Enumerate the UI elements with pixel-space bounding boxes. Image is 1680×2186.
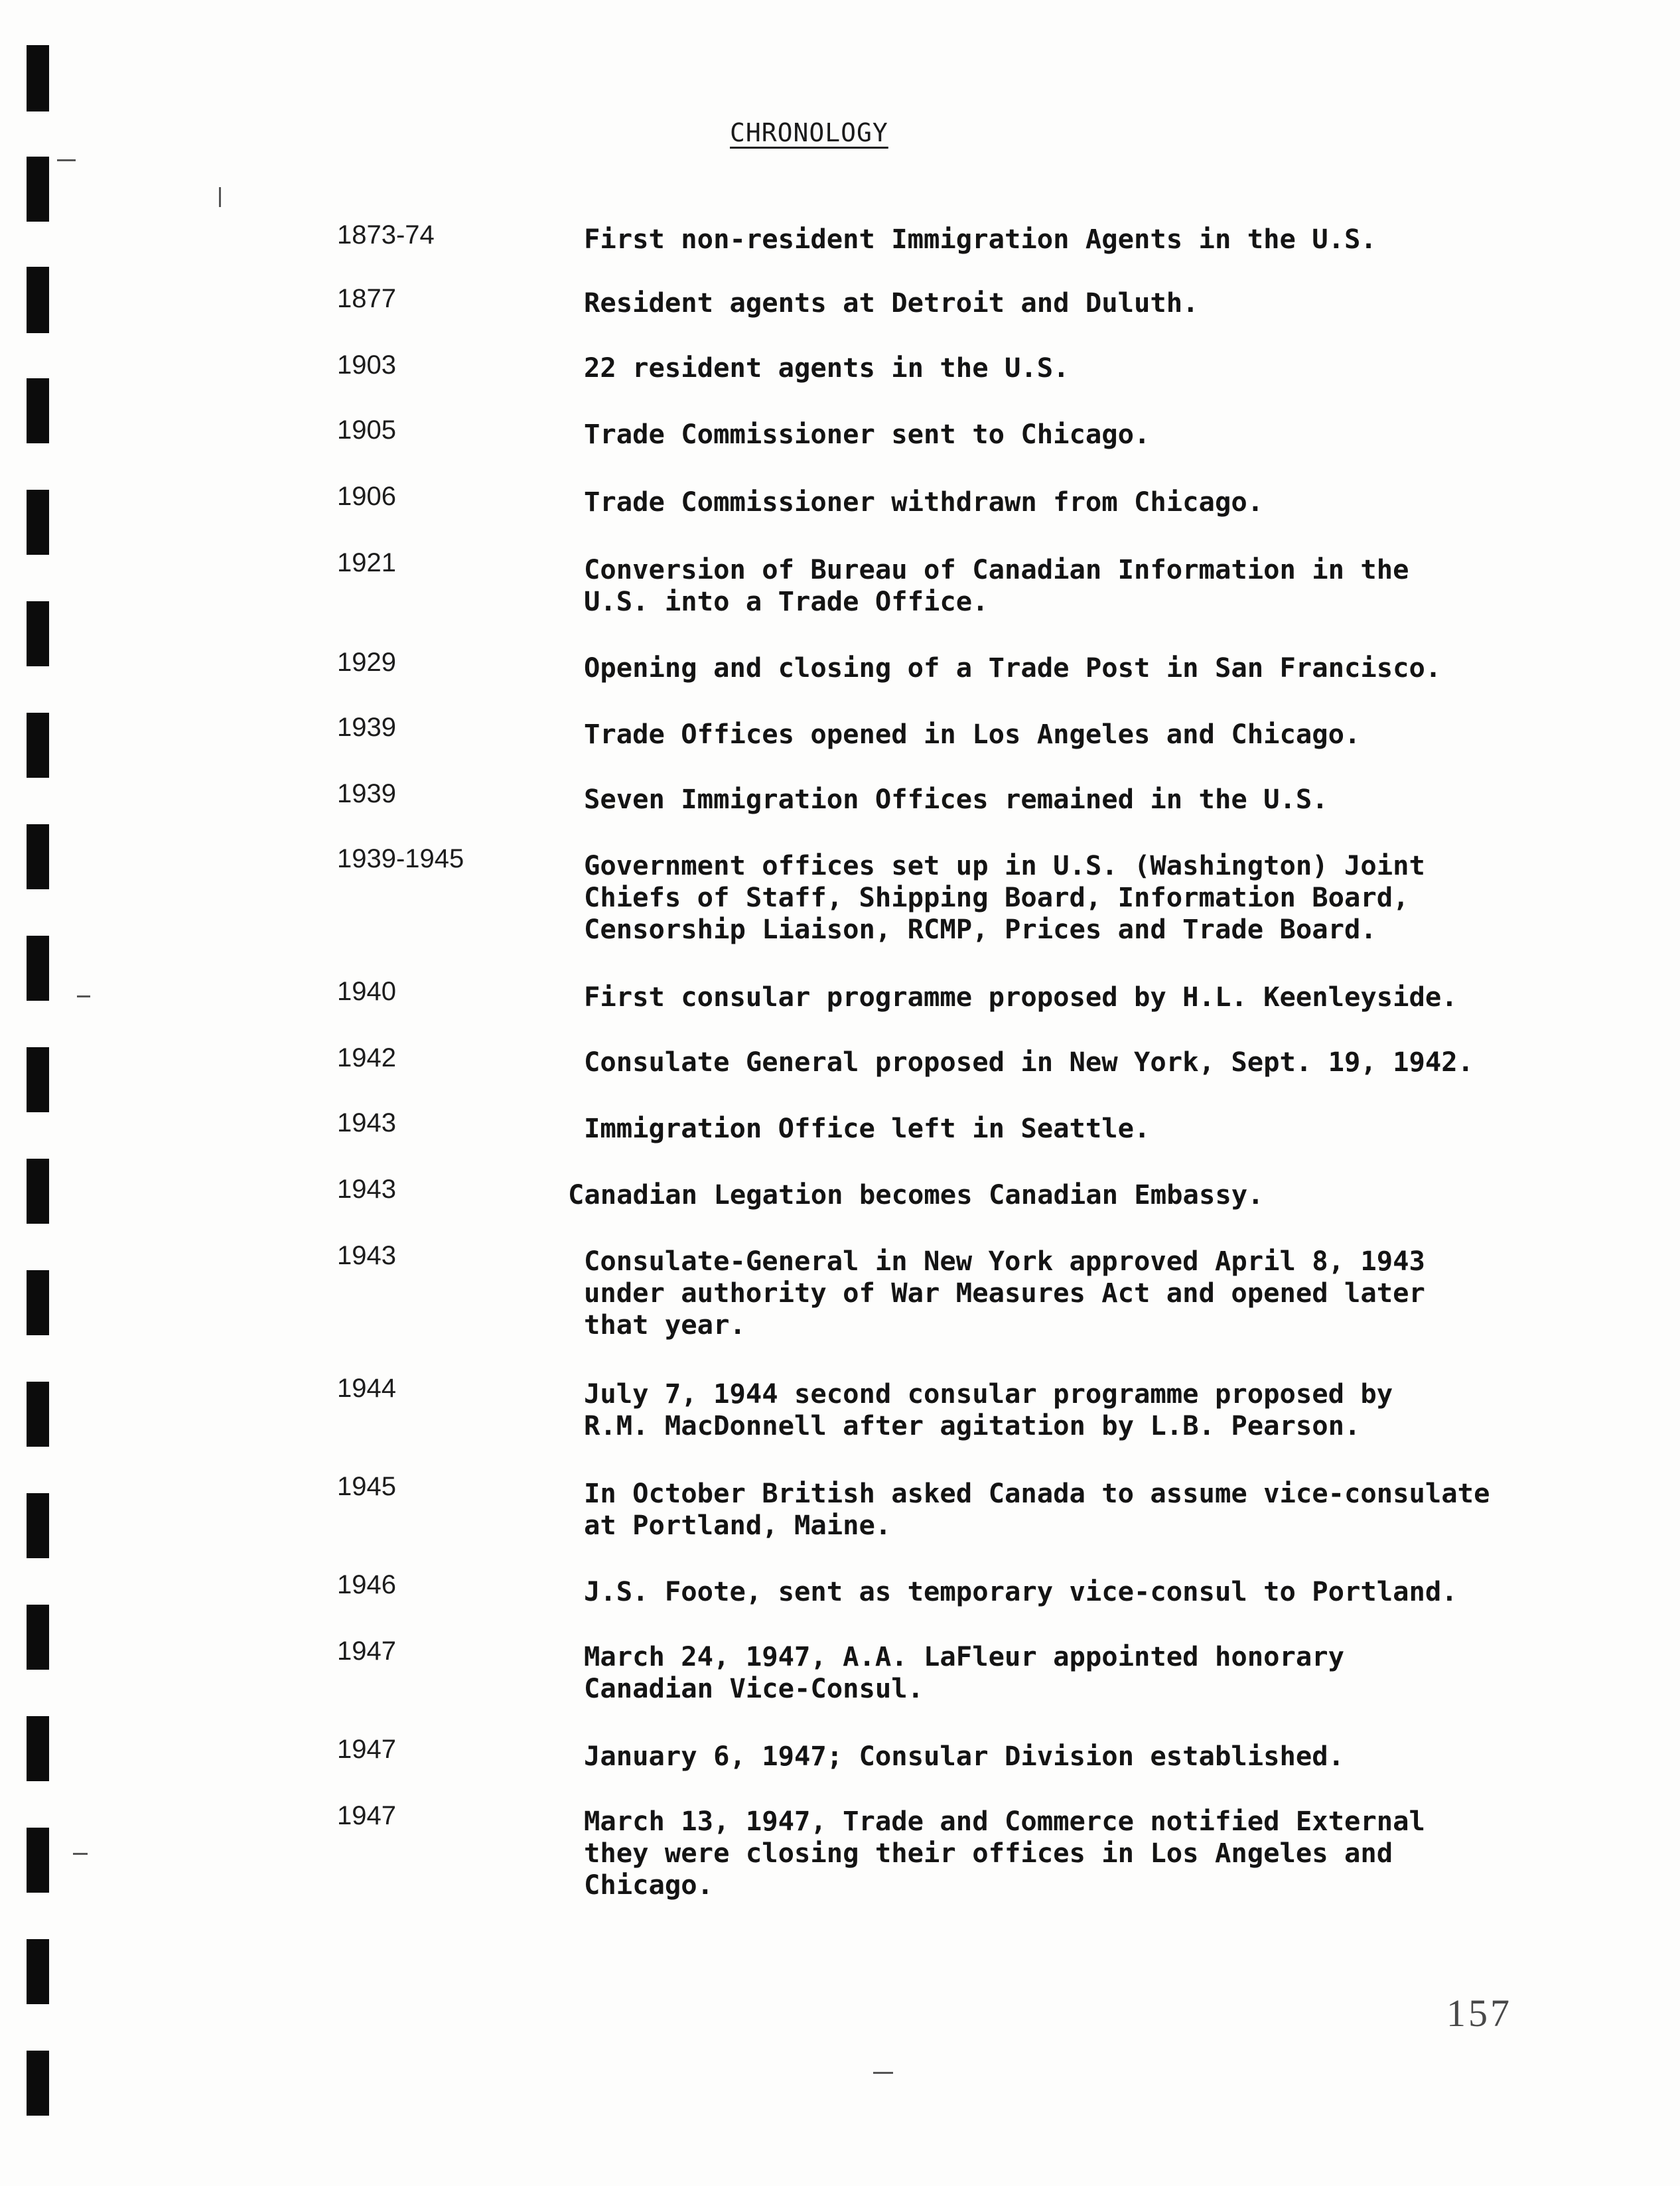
binding-mark <box>27 378 49 443</box>
entry-year: 1873-74 <box>337 220 435 250</box>
entry-text: Canadian Legation becomes Canadian Embassy. <box>568 1179 1264 1210</box>
entry-year: 1940 <box>337 977 396 1006</box>
binding-mark <box>27 1382 49 1447</box>
entry-text: Trade Offices opened in Los Angeles and Chicago. <box>584 718 1361 750</box>
entry-text: Opening and closing of a Trade Post in San Francisco. <box>584 652 1442 684</box>
binding-mark <box>27 936 49 1001</box>
binding-mark <box>27 713 49 778</box>
entry-year: 1921 <box>337 548 396 577</box>
entry-text: Government offices set up in U.S. (Washington) Joint Chiefs of Staff, Shipping Board, Information Board, Censorship Liaison, RCMP, Prices and Trade Board. <box>584 849 1425 945</box>
entry-year: 1939-1945 <box>337 844 464 873</box>
scan-speck <box>73 1853 88 1855</box>
binding-mark <box>27 824 49 889</box>
entry-year: 1943 <box>337 1108 396 1137</box>
entry-year: 1939 <box>337 779 396 808</box>
entry-text: Trade Commissioner sent to Chicago. <box>584 418 1151 450</box>
binding-mark <box>27 45 49 111</box>
entry-year: 1945 <box>337 1472 396 1501</box>
binding-mark <box>27 601 49 666</box>
entry-text: March 24, 1947, A.A. LaFleur appointed honorary Canadian Vice-Consul. <box>584 1640 1345 1704</box>
entry-text: January 6, 1947; Consular Division established. <box>584 1740 1345 1772</box>
binding-mark <box>27 2051 49 2116</box>
entry-text: 22 resident agents in the U.S. <box>584 352 1070 384</box>
entry-text: Seven Immigration Offices remained in the U.S. <box>584 783 1328 815</box>
entry-text: Conversion of Bureau of Canadian Information in the U.S. into a Trade Office. <box>584 553 1409 617</box>
entry-year: 1877 <box>337 284 396 313</box>
binding-mark <box>27 1047 49 1112</box>
entry-year: 1947 <box>337 1735 396 1764</box>
page-number: 157 <box>1446 1992 1512 2035</box>
page-title: CHRONOLOGY <box>730 118 888 147</box>
binding-mark <box>27 490 49 555</box>
entry-text: In October British asked Canada to assume vice-consulate at Portland, Maine. <box>584 1477 1490 1541</box>
binding-mark <box>27 1939 49 2004</box>
scan-speck <box>219 187 221 207</box>
entry-text: Immigration Office left in Seattle. <box>584 1112 1151 1144</box>
entry-year: 1947 <box>337 1637 396 1666</box>
binding-mark <box>27 1716 49 1781</box>
entry-year: 1903 <box>337 350 396 380</box>
binding-mark <box>27 267 49 333</box>
entry-text: Resident agents at Detroit and Duluth. <box>584 287 1199 319</box>
binding-mark <box>27 157 49 222</box>
entry-text: March 13, 1947, Trade and Commerce notified External they were closing their offices in Los Angeles and Chicago. <box>584 1805 1425 1901</box>
binding-mark <box>27 1605 49 1670</box>
entry-text: July 7, 1944 second consular programme proposed by R.M. MacDonnell after agitation by L.B. Pearson. <box>584 1378 1393 1441</box>
entry-year: 1943 <box>337 1241 396 1270</box>
binding-mark <box>27 1159 49 1224</box>
entry-text: J.S. Foote, sent as temporary vice-consul to Portland. <box>584 1575 1458 1607</box>
entry-text: First consular programme proposed by H.L. Keenleyside. <box>584 981 1458 1013</box>
entry-year: 1944 <box>337 1374 396 1403</box>
entry-year: 1906 <box>337 482 396 511</box>
entry-text: First non-resident Immigration Agents in the U.S. <box>584 223 1377 255</box>
entry-year: 1939 <box>337 713 396 742</box>
scan-speck <box>57 159 76 161</box>
entry-text: Consulate-General in New York approved April 8, 1943 under authority of War Measures Act and opened later that year. <box>584 1245 1425 1341</box>
binding-mark <box>27 1493 49 1558</box>
entry-year: 1946 <box>337 1570 396 1599</box>
entry-year: 1947 <box>337 1801 396 1830</box>
entry-text: Trade Commissioner withdrawn from Chicago. <box>584 486 1264 518</box>
entry-year: 1943 <box>337 1175 396 1204</box>
binding-mark <box>27 1828 49 1893</box>
scan-speck <box>77 995 90 997</box>
entry-text: Consulate General proposed in New York, Sept. 19, 1942. <box>584 1046 1474 1078</box>
entry-year: 1905 <box>337 415 396 445</box>
entry-year: 1929 <box>337 648 396 677</box>
binding-mark <box>27 1270 49 1335</box>
entry-year: 1942 <box>337 1043 396 1072</box>
scan-speck <box>873 2072 893 2074</box>
